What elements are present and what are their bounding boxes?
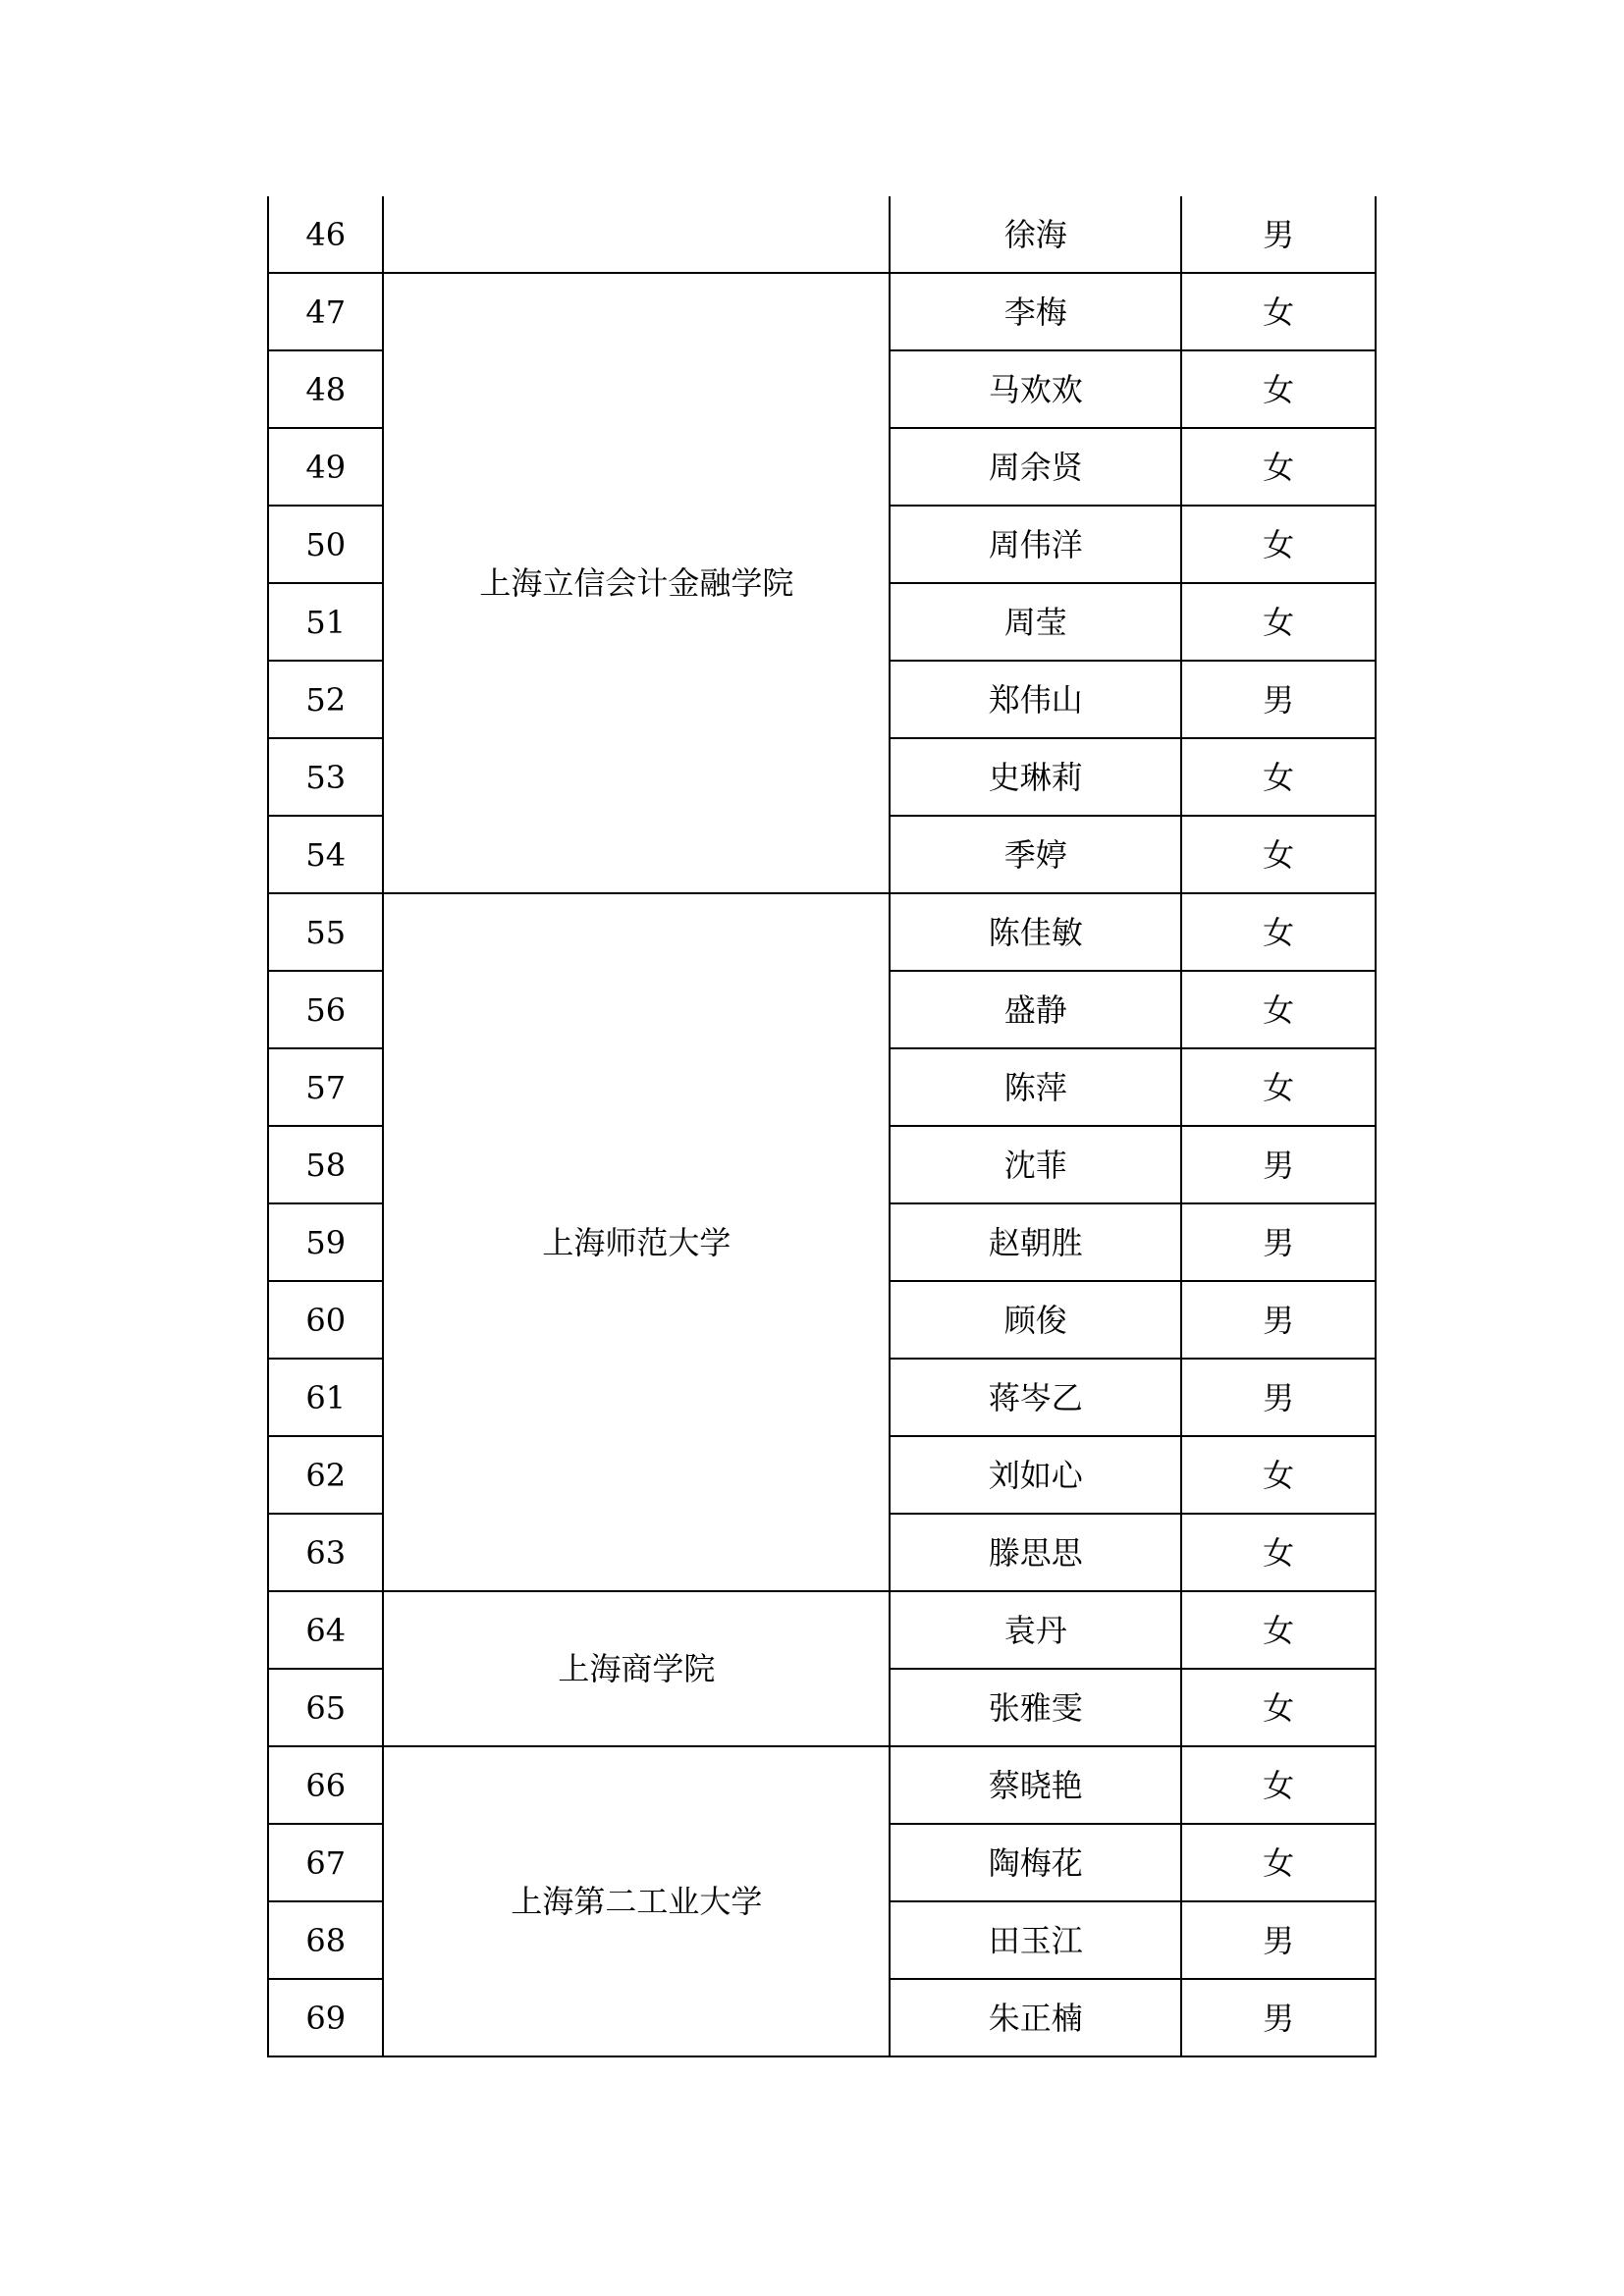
row-number: 55: [268, 893, 383, 971]
student-name: 周余贤: [890, 428, 1181, 506]
row-number: 49: [268, 428, 383, 506]
row-number: 68: [268, 1901, 383, 1979]
student-name: 周伟洋: [890, 506, 1181, 583]
student-name: 滕思思: [890, 1514, 1181, 1591]
row-number: 69: [268, 1979, 383, 2056]
school-cell: 上海师范大学: [383, 893, 890, 1591]
row-number: 56: [268, 971, 383, 1048]
student-name: 朱正楠: [890, 1979, 1181, 2056]
row-number: 61: [268, 1359, 383, 1436]
gender-cell: 女: [1181, 1824, 1376, 1901]
gender-cell: 男: [1181, 1203, 1376, 1281]
school-cell: [383, 196, 890, 273]
row-number: 57: [268, 1048, 383, 1126]
table-row: [268, 1591, 1376, 1669]
student-name: 赵朝胜: [890, 1203, 1181, 1281]
gender-cell: 男: [1181, 196, 1376, 273]
row-number: 59: [268, 1203, 383, 1281]
student-name: 张雅雯: [890, 1669, 1181, 1746]
gender-cell: 女: [1181, 1746, 1376, 1824]
row-number: 66: [268, 1746, 383, 1824]
gender-cell: 女: [1181, 506, 1376, 583]
table-row: [268, 196, 1376, 273]
row-number: 50: [268, 506, 383, 583]
student-name: 陶梅花: [890, 1824, 1181, 1901]
table-row: [268, 1746, 1376, 1824]
student-name: 顾俊: [890, 1281, 1181, 1359]
row-number: 52: [268, 661, 383, 738]
student-name: 马欢欢: [890, 350, 1181, 428]
student-name: 刘如心: [890, 1436, 1181, 1514]
student-name: 陈佳敏: [890, 893, 1181, 971]
student-name: 季婷: [890, 816, 1181, 893]
gender-cell: 男: [1181, 1901, 1376, 1979]
gender-cell: 女: [1181, 350, 1376, 428]
gender-cell: 女: [1181, 428, 1376, 506]
gender-cell: 女: [1181, 816, 1376, 893]
row-number: 46: [268, 196, 383, 273]
row-number: 53: [268, 738, 383, 816]
row-number: 60: [268, 1281, 383, 1359]
gender-cell: 男: [1181, 1979, 1376, 2056]
gender-cell: 女: [1181, 1048, 1376, 1126]
student-name: 盛静: [890, 971, 1181, 1048]
row-number: 65: [268, 1669, 383, 1746]
student-name: 沈菲: [890, 1126, 1181, 1203]
gender-cell: 女: [1181, 583, 1376, 661]
student-name: 史琳莉: [890, 738, 1181, 816]
gender-cell: 女: [1181, 971, 1376, 1048]
row-number: 51: [268, 583, 383, 661]
gender-cell: 女: [1181, 738, 1376, 816]
gender-cell: 女: [1181, 1669, 1376, 1746]
school-cell: 上海第二工业大学: [383, 1746, 890, 2056]
gender-cell: 女: [1181, 893, 1376, 971]
student-name: 蔡晓艳: [890, 1746, 1181, 1824]
gender-cell: 男: [1181, 661, 1376, 738]
student-name: 田玉江: [890, 1901, 1181, 1979]
row-number: 58: [268, 1126, 383, 1203]
roster-table: [267, 196, 1377, 2057]
student-name: 蒋岑乙: [890, 1359, 1181, 1436]
student-name: 陈萍: [890, 1048, 1181, 1126]
row-number: 64: [268, 1591, 383, 1669]
gender-cell: 女: [1181, 1436, 1376, 1514]
table-row: [268, 273, 1376, 350]
student-name: 徐海: [890, 196, 1181, 273]
school-cell: 上海立信会计金融学院: [383, 273, 890, 893]
row-number: 47: [268, 273, 383, 350]
gender-cell: 男: [1181, 1126, 1376, 1203]
gender-cell: 男: [1181, 1359, 1376, 1436]
gender-cell: 男: [1181, 1281, 1376, 1359]
student-name: 袁丹: [890, 1591, 1181, 1669]
row-number: 67: [268, 1824, 383, 1901]
student-name: 郑伟山: [890, 661, 1181, 738]
school-cell: 上海商学院: [383, 1591, 890, 1746]
row-number: 54: [268, 816, 383, 893]
gender-cell: 女: [1181, 1514, 1376, 1591]
student-name: 周莹: [890, 583, 1181, 661]
row-number: 48: [268, 350, 383, 428]
student-name: 李梅: [890, 273, 1181, 350]
gender-cell: 女: [1181, 273, 1376, 350]
row-number: 62: [268, 1436, 383, 1514]
gender-cell: 女: [1181, 1591, 1376, 1669]
table-row: [268, 893, 1376, 971]
row-number: 63: [268, 1514, 383, 1591]
